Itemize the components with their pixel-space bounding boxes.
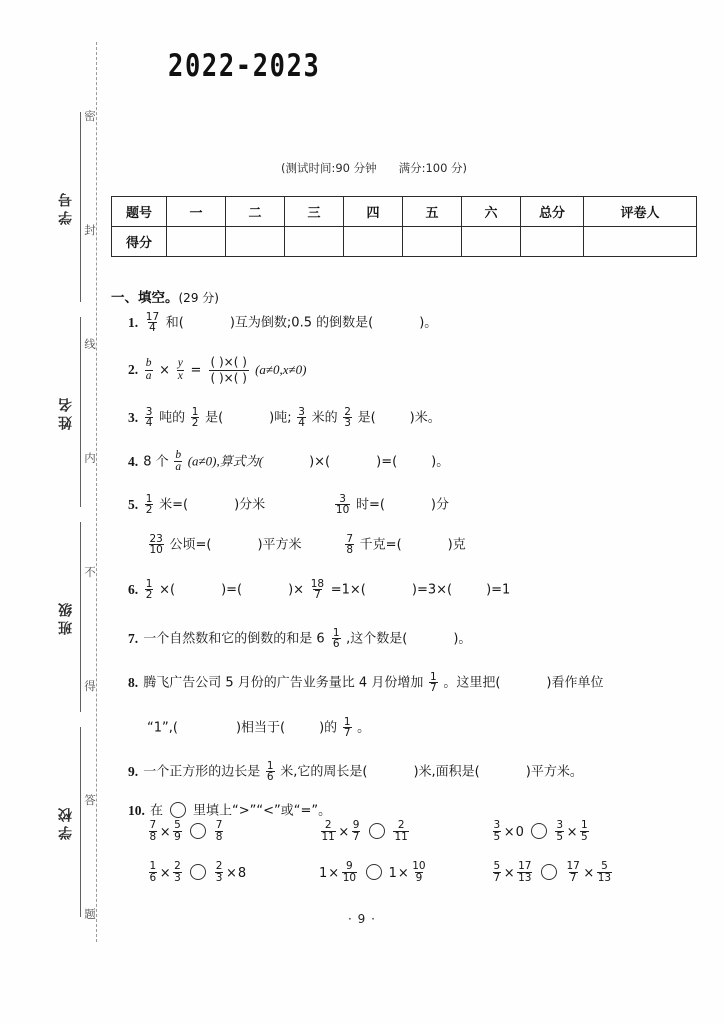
- fraction-numerator-blank[interactable]: ( )×( ): [210, 355, 247, 369]
- comparison-expression: [491, 821, 590, 843]
- score-col-header: 六: [462, 197, 521, 227]
- fraction-7-8: [215, 820, 224, 842]
- question-text: )平方米: [257, 537, 302, 553]
- fraction-denominator: 4: [145, 417, 153, 430]
- fraction-denominator: 5: [493, 831, 501, 843]
- fraction-numerator: 9: [346, 860, 353, 873]
- field-label: 学校: [58, 804, 74, 840]
- question-number: 4.: [128, 453, 139, 469]
- fraction-numerator: 7: [215, 819, 223, 832]
- score-col-header: 二: [226, 197, 285, 227]
- multiply-operator: ×: [225, 865, 237, 881]
- field-label: 姓名: [58, 394, 74, 430]
- fraction-1-7: [429, 672, 438, 694]
- question-number: 10.: [128, 802, 145, 818]
- seal-char: 不: [83, 566, 97, 578]
- question-text: )看作单位: [546, 675, 604, 691]
- seal-char: 答: [83, 794, 97, 806]
- fraction-numerator: 1: [429, 670, 437, 683]
- field-rule: [80, 522, 81, 712]
- fraction-denominator: 7: [352, 831, 360, 843]
- fraction-numerator: 5: [601, 860, 608, 873]
- section-title: 填空。: [138, 290, 179, 306]
- fraction-denominator: 13: [597, 872, 612, 884]
- page-number: · 9 ·: [348, 912, 376, 926]
- comparison-circle-blank[interactable]: [190, 864, 206, 880]
- question-text: 吨的: [159, 410, 186, 426]
- question-5-line-2: [147, 534, 466, 556]
- table-row: [112, 197, 697, 227]
- fraction-denominator: a: [145, 369, 152, 382]
- question-number: 3.: [128, 409, 139, 425]
- question-8: [128, 672, 603, 694]
- seal-char: 题: [83, 908, 97, 920]
- question-text: )米,面积是(: [413, 764, 480, 780]
- fraction-denominator: 3: [215, 872, 223, 884]
- question-text: )=(: [376, 454, 398, 470]
- fraction-denominator: 10: [342, 872, 357, 884]
- equals-operator: =: [190, 363, 202, 378]
- comparison-expression: [147, 862, 246, 884]
- fraction-numerator: 1: [149, 860, 157, 873]
- fraction-3-4: [145, 407, 154, 429]
- fraction-17-13: [517, 861, 532, 883]
- question-text: 时=(: [355, 497, 385, 513]
- fraction-7-8: [149, 820, 158, 842]
- multiply-operator: ×: [583, 865, 595, 881]
- comparison-expression: [319, 821, 410, 843]
- multiply-operator: ×: [503, 865, 515, 881]
- multiply-operator: ×: [159, 363, 171, 378]
- score-cell-grader[interactable]: [584, 227, 697, 257]
- question-text: 。: [357, 720, 371, 736]
- field-label: 班级: [58, 599, 74, 635]
- question-number: 2.: [128, 362, 139, 377]
- question-text: ,这个数是(: [346, 631, 408, 647]
- question-text: )=1: [486, 582, 511, 598]
- question-text: )×(: [309, 454, 331, 470]
- score-col-header-grader: 评卷人: [584, 197, 697, 227]
- fraction-denominator: 6: [332, 638, 340, 651]
- question-text: )克: [447, 537, 466, 553]
- fraction-numerator: 3: [298, 405, 305, 418]
- math-term: 1: [319, 865, 328, 881]
- fraction-5-7: [493, 861, 502, 883]
- question-1: [128, 312, 437, 334]
- field-rule: [80, 317, 81, 507]
- question-text: )平方米。: [525, 764, 583, 780]
- question-text: 一个自然数和它的倒数的和是 6: [143, 631, 325, 647]
- fraction-numerator: 3: [339, 492, 346, 505]
- fraction-denominator: 3: [174, 872, 181, 884]
- fraction-numerator: 1: [266, 759, 274, 772]
- fraction-denominator: 2: [145, 589, 153, 602]
- field-school[interactable]: [44, 727, 88, 917]
- fraction-denominator: 7: [429, 682, 437, 695]
- fraction-3-10: [335, 494, 350, 516]
- question-text: 一个正方形的边长是: [143, 764, 261, 780]
- seal-char: 内: [83, 452, 97, 464]
- fraction-numerator: 5: [174, 819, 181, 832]
- question-text: 腾飞广告公司 5 月份的广告业务量比 4 月份增加: [143, 675, 424, 691]
- fraction-numerator: 3: [145, 405, 153, 418]
- fraction-denominator: 4: [149, 322, 156, 335]
- seal-char: 得: [83, 680, 97, 692]
- question-text: ×(: [159, 582, 176, 598]
- question-text: )。: [419, 315, 438, 331]
- question-3: [128, 407, 441, 429]
- fraction-numerator: 2: [324, 819, 332, 832]
- fraction-denominator: 7: [493, 872, 501, 884]
- score-cell[interactable]: [167, 227, 226, 257]
- answer-fraction-blank[interactable]: [209, 355, 249, 386]
- student-info-fields: [44, 112, 88, 922]
- fraction-denominator: 2: [145, 504, 153, 517]
- fraction-b-over-a: [145, 358, 153, 382]
- fraction-denominator: 6: [149, 872, 157, 884]
- question-5: [128, 494, 449, 516]
- fraction-b-over-a: [174, 450, 182, 474]
- fraction-denominator: 9: [415, 872, 423, 884]
- section-heading-fill-in-blanks: [111, 286, 219, 306]
- fraction-denominator: 11: [321, 831, 335, 843]
- fraction-numerator: 1: [343, 715, 351, 728]
- seal-char: 线: [83, 338, 97, 350]
- fraction-2-11: [393, 820, 408, 842]
- question-text: 在: [150, 803, 164, 819]
- fraction-9-7: [352, 820, 361, 842]
- fraction-numerator: 1: [145, 492, 153, 505]
- comparison-circle-blank[interactable]: [541, 864, 557, 880]
- fraction-10-9: [411, 861, 426, 883]
- fraction-numerator: 10: [412, 860, 426, 873]
- comparison-expression: [491, 862, 614, 884]
- fraction-y-over-x: [177, 358, 184, 382]
- question-10: [128, 803, 331, 819]
- fraction-numerator: 5: [493, 860, 501, 873]
- field-label: 学号: [58, 189, 74, 225]
- score-cell-total[interactable]: [521, 227, 584, 257]
- section-points: (29 分): [178, 291, 219, 305]
- score-cell[interactable]: [285, 227, 344, 257]
- fraction-numerator: 1: [580, 819, 588, 832]
- fraction-denominator: 8: [346, 544, 354, 557]
- question-text: 是(: [205, 410, 224, 426]
- fraction-denominator: x: [177, 369, 183, 382]
- question-4: [128, 450, 449, 474]
- fraction-2-11: [321, 820, 336, 842]
- comparison-circle-blank[interactable]: [190, 823, 206, 839]
- field-class[interactable]: [44, 522, 88, 712]
- field-student-id[interactable]: [44, 112, 88, 302]
- fraction-numerator: 2: [215, 860, 223, 873]
- row-header-question-no: 题号: [112, 197, 167, 227]
- fraction-numerator: 17: [566, 860, 580, 873]
- fraction-numerator: 3: [556, 819, 564, 832]
- fraction-1-6: [332, 628, 341, 650]
- question-number: 7.: [128, 630, 139, 646]
- fraction-denominator: 11: [394, 831, 408, 843]
- fraction-numerator: 1: [145, 577, 153, 590]
- question-number: 1.: [128, 314, 139, 330]
- multiply-operator: ×: [503, 824, 515, 840]
- fraction-17-4: [145, 312, 160, 334]
- question-text: =1×(: [330, 582, 366, 598]
- fraction-23-10: [149, 534, 164, 556]
- score-col-header-total: 总分: [521, 197, 584, 227]
- question-text: )的: [319, 720, 338, 736]
- question-6: [128, 579, 510, 601]
- fraction-1-6: [149, 861, 158, 883]
- fraction-denominator: 4: [298, 417, 305, 430]
- score-table: [111, 196, 697, 257]
- question-number: 9.: [128, 763, 139, 779]
- seal-char: 密: [83, 110, 97, 122]
- fraction-2-3: [343, 407, 352, 429]
- multiply-operator: ×: [328, 865, 340, 881]
- multiply-operator: ×: [159, 824, 171, 840]
- fraction-numerator: 7: [346, 532, 354, 545]
- question-text: )分米: [234, 497, 266, 513]
- question-text: 里填上“>”“<”或“=”。: [193, 803, 332, 819]
- question-text: 公顷=(: [169, 537, 212, 553]
- question-text: )。: [431, 454, 450, 470]
- fraction-1-2: [191, 407, 200, 429]
- fraction-2-3: [173, 861, 182, 883]
- fraction-denominator: 7: [314, 589, 321, 602]
- score-cell[interactable]: [403, 227, 462, 257]
- question-condition: (a≠0,x≠0): [255, 362, 307, 377]
- comparison-expression: [319, 862, 428, 884]
- multiply-operator: ×: [397, 865, 409, 881]
- question-text: 米,它的周长是(: [280, 764, 368, 780]
- fraction-3-5: [555, 820, 564, 842]
- question-text: )吨;: [269, 410, 292, 426]
- fraction-numerator: b: [145, 356, 152, 369]
- fraction-denominator: 8: [215, 831, 223, 843]
- fraction-denominator: 5: [556, 831, 564, 843]
- fraction-5-9: [173, 820, 182, 842]
- question-text: )相当于(: [235, 720, 286, 736]
- score-cell[interactable]: [344, 227, 403, 257]
- fraction-denominator: 7: [343, 727, 351, 740]
- fraction-numerator: y: [177, 356, 183, 369]
- question-text: )=(: [221, 582, 243, 598]
- fraction-9-10: [342, 861, 357, 883]
- fraction-numerator: 17: [518, 860, 532, 873]
- multiply-operator: ×: [566, 824, 578, 840]
- fraction-denominator: 8: [149, 831, 157, 843]
- fraction-1-2: [145, 494, 154, 516]
- question-text: )×: [288, 582, 305, 598]
- math-term: 0: [515, 824, 524, 840]
- exam-meta-line: (测试时间:90 分钟 满分:100 分): [281, 161, 468, 175]
- fraction-denominator: 13: [518, 872, 532, 884]
- fraction-5-13: [597, 861, 612, 883]
- fraction-denominator: 9: [174, 831, 181, 843]
- fraction-numerator: 23: [149, 532, 163, 545]
- question-text: )分: [430, 497, 449, 513]
- fraction-denominator-blank[interactable]: ( )×( ): [210, 371, 247, 385]
- page-title: 2022-2023: [168, 48, 321, 84]
- question-number: 6.: [128, 581, 139, 597]
- fraction-numerator: 2: [174, 860, 181, 873]
- score-cell[interactable]: [462, 227, 521, 257]
- question-number: 5.: [128, 496, 139, 512]
- math-term: 8: [237, 865, 247, 881]
- field-name[interactable]: [44, 317, 88, 507]
- question-text: 千克=(: [359, 537, 402, 553]
- seal-char: 封: [83, 224, 97, 236]
- comparison-circle-blank[interactable]: [366, 864, 382, 880]
- question-text: (a≠0),算式为(: [187, 453, 264, 469]
- fraction-1-5: [580, 820, 589, 842]
- table-row: [112, 227, 697, 257]
- fraction-1-2: [145, 579, 154, 601]
- score-col-header: 五: [403, 197, 462, 227]
- question-text: 是(: [357, 410, 376, 426]
- math-term: 1: [388, 865, 397, 881]
- fraction-7-8: [345, 534, 354, 556]
- fraction-numerator: b: [175, 448, 182, 461]
- multiply-operator: ×: [159, 865, 171, 881]
- question-7: [128, 628, 471, 650]
- question-text: 8 个: [143, 454, 169, 470]
- question-9: [128, 761, 583, 783]
- fraction-denominator: 7: [569, 872, 577, 884]
- fraction-1-6: [266, 761, 275, 783]
- fraction-numerator: 9: [352, 819, 360, 832]
- question-text: )米。: [409, 410, 441, 426]
- fraction-denominator: 3: [344, 417, 351, 430]
- fraction-3-4: [297, 407, 306, 429]
- fraction-denominator: 10: [335, 504, 350, 517]
- fraction-denominator: 5: [580, 831, 588, 843]
- question-text: 米=(: [159, 497, 189, 513]
- field-rule: [80, 112, 81, 302]
- comparison-circle-blank[interactable]: [531, 823, 547, 839]
- fraction-18-7: [310, 579, 325, 601]
- question-number: 8.: [128, 674, 139, 690]
- fraction-3-5: [493, 820, 502, 842]
- multiply-operator: ×: [338, 824, 350, 840]
- fraction-denominator: a: [175, 461, 182, 474]
- question-text: 米的: [311, 410, 338, 426]
- fraction-denominator: 6: [266, 771, 274, 784]
- field-rule: [80, 727, 81, 917]
- question-text: “1”,(: [147, 720, 178, 736]
- fraction-numerator: 1: [332, 626, 340, 639]
- comparison-expression: [147, 821, 225, 843]
- comparison-circle-blank[interactable]: [369, 823, 385, 839]
- question-text: 。这里把(: [443, 675, 501, 691]
- fraction-numerator: 18: [310, 577, 325, 590]
- fraction-numerator: 2: [344, 405, 351, 418]
- fraction-numerator: 17: [145, 310, 160, 323]
- row-header-score: 得分: [112, 227, 167, 257]
- fraction-numerator: 3: [493, 819, 501, 832]
- comparison-circle-icon: [170, 802, 186, 818]
- fraction-numerator: 2: [397, 819, 405, 832]
- question-2: [128, 355, 307, 386]
- fraction-2-3: [215, 861, 224, 883]
- question-text: )互为倒数;0.5 的倒数是(: [229, 315, 374, 331]
- score-col-header: 三: [285, 197, 344, 227]
- question-text: 和(: [165, 315, 184, 331]
- fraction-numerator: 7: [149, 819, 157, 832]
- score-cell[interactable]: [226, 227, 285, 257]
- score-col-header: 一: [167, 197, 226, 227]
- fraction-denominator: 2: [191, 417, 199, 430]
- question-8-line-2: [147, 717, 370, 739]
- fraction-numerator: 1: [191, 405, 199, 418]
- fraction-denominator: 10: [149, 544, 163, 557]
- fraction-17-7: [565, 861, 580, 883]
- score-col-header: 四: [344, 197, 403, 227]
- section-index: 一、: [111, 290, 138, 306]
- question-text: )。: [453, 631, 472, 647]
- question-text: )=3×(: [411, 582, 453, 598]
- fraction-1-7: [343, 717, 352, 739]
